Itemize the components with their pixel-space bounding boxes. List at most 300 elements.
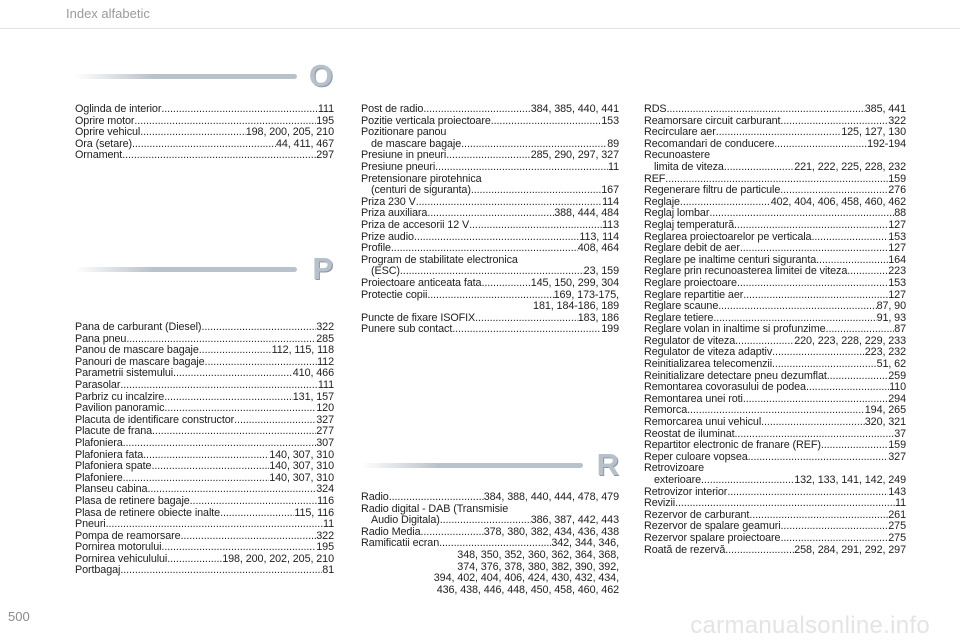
index-entry [75, 508, 334, 520]
entry-term: Reglare scaune [644, 300, 719, 313]
index-column [361, 492, 619, 596]
dot-leader [727, 487, 888, 499]
dot-leader [452, 324, 601, 336]
entry-pages: 297 [316, 149, 334, 162]
entry-pages: 223 [888, 265, 906, 278]
index-column [75, 322, 334, 577]
index-entry [75, 438, 334, 450]
entry-term: Pana de carburant (Diesel) [75, 321, 202, 333]
index-entry [75, 461, 334, 473]
entry-term: Reglare volan in inaltime si profunzime [644, 323, 826, 336]
entry-pages: 261 [888, 508, 906, 521]
entry-pages: 23, 159 [583, 265, 619, 278]
entry-pages: 167 [601, 184, 619, 197]
index-entry [361, 492, 619, 504]
index-entry [644, 185, 906, 197]
entry-line [361, 220, 619, 232]
dot-leader [414, 232, 579, 244]
dot-leader [806, 382, 889, 394]
entry-term: Regulator de viteza [644, 334, 736, 347]
entry-line [361, 162, 619, 174]
entry-pages: 198, 200, 202, 205, 210 [222, 552, 334, 565]
entry-line [75, 104, 334, 116]
index-entry [75, 380, 334, 392]
entry-line [644, 162, 906, 174]
entry-line [75, 403, 334, 415]
index-entry [644, 417, 906, 429]
entry-pages: 153 [888, 276, 906, 289]
entry-term: Ornament [75, 149, 123, 162]
entry-pages: 223, 232 [864, 346, 906, 359]
dot-leader [190, 496, 317, 508]
entry-pages: 127 [888, 218, 906, 231]
entry-pages: 327 [316, 413, 334, 426]
entry-pages: 127 [888, 242, 906, 255]
entry-term: Pozitionare panou [361, 126, 447, 139]
entry-pages: 307 [316, 436, 334, 449]
entry-pages: 88 [894, 207, 906, 220]
entry-pages: 111 [317, 103, 334, 115]
dot-leader [152, 426, 316, 438]
section-letter: R [596, 447, 619, 482]
entry-term: Plasa de retinere obiecte inalte [75, 506, 221, 519]
section-p-heading [75, 251, 333, 286]
dot-leader [780, 533, 888, 545]
index-entry [644, 487, 906, 499]
dot-leader [491, 116, 602, 128]
entry-term: Regenerare filtru de particule [644, 184, 781, 197]
entry-pages: 199 [601, 323, 619, 336]
entry-term: Priza 230 V [361, 195, 416, 208]
entry-pages: 143 [888, 485, 906, 498]
index-entry [644, 545, 906, 557]
section-letter: O [308, 58, 333, 93]
index-entry [361, 243, 619, 255]
entry-term: Plafoniera [75, 436, 123, 449]
entry-subterm: limita de viteza [654, 160, 724, 173]
entry-pages: 194, 265 [864, 404, 906, 417]
entry-term: Retrovizoare [644, 462, 705, 475]
entry-pages: 81 [322, 564, 334, 577]
entry-term: Parametrii sistemului [75, 367, 174, 380]
entry-pages: 220, 223, 228, 229, 233 [794, 334, 906, 347]
index-entry [361, 290, 619, 313]
entry-pages: 192-194 [867, 137, 906, 150]
entry-line [644, 301, 906, 313]
dot-leader [391, 243, 578, 255]
entry-term: Reglarea proiectoarelor pe verticala [644, 230, 812, 243]
entry-pages: 51, 62 [876, 358, 906, 371]
entry-pages: 410, 466 [292, 367, 334, 380]
entry-pages: 37 [894, 427, 906, 440]
entry-pages: 87 [894, 323, 906, 336]
entry-term: Ramificatii ecran [361, 537, 440, 550]
entry-pages: 322 [316, 321, 334, 333]
entry-term: Remontarea covorasului de podea [644, 381, 806, 394]
entry-line [75, 380, 334, 392]
dot-leader [772, 359, 877, 371]
entry-term: Priza auxiliara [361, 207, 428, 220]
entry-term: Reglaj lombar [644, 207, 710, 220]
entry-pages: 113 [602, 218, 619, 231]
entry-pages: 11 [607, 160, 619, 173]
dot-leader [701, 475, 794, 487]
entry-pages: 276 [888, 184, 906, 197]
entry-pages: 132, 133, 141, 142, 249 [794, 474, 906, 486]
dot-leader [737, 278, 888, 290]
index-entry [361, 504, 619, 527]
entry-pages: 388, 444, 484 [554, 207, 619, 220]
entry-pages: 322 [316, 529, 334, 542]
index-entry [75, 104, 334, 116]
entry-line [644, 220, 906, 232]
dot-leader [725, 545, 794, 557]
entry-term: Pornirea vehiculului [75, 552, 168, 565]
dot-leader [201, 322, 316, 334]
entry-term: Oglinda de interior [75, 103, 162, 115]
dot-leader [667, 104, 865, 116]
entry-pages: 320, 321 [864, 416, 906, 429]
entry-term: Presiune in pneuri [361, 149, 447, 162]
watermark: carmanualsonline.info [690, 612, 930, 639]
entry-pages: 140, 307, 310 [269, 448, 334, 461]
entry-pages: 112 [317, 355, 334, 368]
entry-term: Portbagaj [75, 564, 121, 577]
entry-line [644, 104, 906, 116]
entry-term: Post de radio [361, 103, 424, 115]
entry-pages: 294 [888, 392, 906, 405]
index-entry [75, 322, 334, 334]
index-entry [644, 220, 906, 232]
dot-leader [167, 554, 222, 566]
entry-line [75, 565, 334, 577]
dot-leader [743, 290, 888, 302]
entry-term: Radio digital - DAB (Transmisie [361, 502, 509, 515]
entry-term: Retrovizor interior [644, 485, 728, 498]
entry-term: Parasolar [75, 378, 121, 391]
dot-leader [181, 531, 317, 543]
entry-pages: 89 [607, 137, 619, 150]
dot-leader [827, 371, 889, 383]
entry-line [75, 496, 334, 508]
dot-leader [847, 266, 888, 278]
entry-term: Puncte de fixare ISOFIX [361, 311, 476, 324]
entry-term: Planseu cabina [75, 483, 148, 496]
dot-leader [471, 185, 601, 197]
section-divider [75, 74, 297, 79]
entry-term: Priza de accesorii 12 V [361, 218, 470, 231]
entry-term: Oprire vehicul [75, 126, 141, 139]
index-entry [644, 104, 906, 116]
dot-leader [821, 440, 888, 452]
entry-term: Rezervor de carburant [644, 508, 750, 521]
entry-pages: 258, 284, 291, 292, 297 [794, 543, 906, 556]
dot-leader [120, 380, 318, 392]
entry-pages: 140, 307, 310 [269, 471, 334, 484]
entry-line [361, 324, 619, 336]
index-entry [361, 104, 619, 116]
entry-term: Reglaje [644, 195, 680, 208]
entry-pages: 183, 186 [577, 311, 619, 324]
entry-pages: 140, 307, 310 [269, 460, 334, 473]
entry-pages: 111 [317, 378, 334, 391]
section-o-heading [75, 58, 333, 93]
entry-pages: 384, 388, 440, 444, 478, 479 [483, 491, 619, 503]
entry-pages: 91, 93 [876, 311, 906, 324]
entry-term: Program de stabilitate electronica [361, 253, 518, 266]
page-number: 500 [8, 609, 30, 624]
entry-pages-continued: 436, 438, 446, 448, 450, 458, 460, 462 [436, 583, 619, 596]
index-entry [644, 533, 906, 545]
entry-term: Recomandari de conducere [644, 137, 775, 150]
dot-leader [435, 162, 608, 174]
entry-subterm: exterioare [654, 474, 702, 486]
index-entry [644, 150, 906, 173]
entry-pages: 275 [888, 520, 906, 533]
index-column [644, 104, 906, 556]
index-entry [644, 463, 906, 486]
entry-term: Reglare proiectoare [644, 276, 737, 289]
entry-term: Punere sub contact [361, 323, 453, 336]
entry-line [361, 185, 619, 197]
entry-term: Remontarea unei roti [644, 392, 743, 405]
entry-pages: 285 [316, 332, 334, 345]
entry-line [75, 508, 334, 520]
dot-leader [748, 452, 889, 464]
index-entry [644, 301, 906, 313]
entry-pages-continued: 348, 350, 352, 360, 362, 364, 368, [457, 548, 619, 561]
entry-term: REF [644, 172, 666, 185]
entry-term: Proiectoare anticeata fata [361, 276, 482, 289]
entry-pages: 384, 385, 440, 441 [530, 103, 619, 115]
dot-leader [199, 345, 272, 357]
entry-term: Pneuri [75, 518, 106, 531]
entry-term: Placuta de identificare constructor [75, 413, 235, 426]
entry-line [644, 475, 906, 487]
entry-pages: 386, 387, 442, 443 [530, 514, 619, 527]
entry-term: Reglare tetiere [644, 311, 714, 324]
index-entry [75, 150, 334, 162]
entry-term: Plasa de retinere bagaje [75, 494, 190, 507]
entry-pages: 322 [888, 114, 906, 127]
entry-term: Reamorsare circuit carburant [644, 114, 781, 127]
entry-term: Recirculare aer [644, 126, 716, 139]
dot-leader [481, 278, 530, 290]
entry-pages: 198, 200, 205, 210 [245, 126, 334, 139]
entry-line [75, 150, 334, 162]
entry-term: Prize audio [361, 230, 414, 243]
entry-pages: 164 [888, 253, 906, 266]
entry-pages: 116 [317, 494, 334, 507]
index-entry [644, 359, 906, 371]
entry-pages: 324 [316, 483, 334, 496]
entry-term: Reinitializarea telecomenzii [644, 358, 773, 371]
entry-term: Radio Media [361, 525, 421, 538]
entry-line [644, 359, 906, 371]
entry-pages: 327 [888, 450, 906, 463]
entry-term: Plafoniere [75, 471, 123, 484]
entry-line [361, 104, 619, 116]
dot-leader [475, 313, 578, 325]
entry-pages: 275 [888, 531, 906, 544]
index-column [361, 104, 619, 336]
section-r-heading [361, 447, 619, 482]
dot-leader [781, 521, 889, 533]
entry-term: Reglare repartitie aer [644, 288, 744, 301]
dot-leader [164, 392, 293, 404]
entry-line [644, 417, 906, 429]
entry-line [644, 243, 906, 255]
entry-line [75, 461, 334, 473]
index-entry [75, 565, 334, 577]
entry-line [361, 243, 619, 255]
entry-pages: 125, 127, 130 [841, 126, 906, 139]
entry-term: Pornirea motorului [75, 541, 162, 554]
entry-pages-continued: 374, 376, 378, 380, 382, 390, 392, [457, 560, 619, 573]
entry-pages: 112, 115, 118 [271, 344, 334, 357]
entry-pages: 120 [316, 402, 334, 415]
entry-line [644, 278, 906, 290]
index-entry [75, 496, 334, 508]
dot-leader [469, 220, 602, 232]
index-entry [361, 278, 619, 290]
entry-term: Ora (setare) [75, 137, 132, 150]
dot-leader [811, 232, 888, 244]
entry-line [644, 185, 906, 197]
index-column [75, 104, 334, 162]
index-entry [361, 255, 619, 278]
dot-leader [173, 368, 293, 380]
entry-line [644, 487, 906, 499]
entry-term: Reinitializare detectare pneu dezumflat [644, 369, 827, 382]
entry-pages: 378, 380, 382, 434, 436, 438 [483, 525, 619, 538]
section-letter: P [312, 251, 333, 286]
dot-leader [446, 150, 531, 162]
entry-pages: 342, 344, 346, [551, 537, 619, 550]
entry-term: Rezervor de spalare geamuri [644, 520, 781, 533]
entry-line [644, 533, 906, 545]
entry-line [75, 519, 334, 531]
entry-pages: 408, 464 [577, 242, 619, 255]
entry-pages: 131, 157 [292, 390, 334, 403]
dot-leader [423, 104, 530, 116]
entry-term: Pompa de reamorsare [75, 529, 181, 542]
entry-term: Remorca [644, 404, 688, 417]
index-entry [75, 519, 334, 531]
dot-leader [774, 139, 867, 151]
entry-line [361, 492, 619, 504]
entry-pages: 114 [602, 195, 619, 208]
entry-term: Rezervor spalare proiectoare [644, 531, 781, 544]
entry-pages: 195 [316, 114, 334, 127]
dot-leader [151, 461, 269, 473]
entry-pages: 259 [888, 369, 906, 382]
entry-term: Reglare pe inaltime centuri siguranta [644, 253, 817, 266]
entry-term: Roată de rezervă [644, 543, 726, 556]
entry-term: Radio [361, 491, 389, 503]
index-entry [644, 278, 906, 290]
dot-leader [724, 162, 794, 174]
entry-line [75, 438, 334, 450]
entry-line [75, 322, 334, 334]
dot-leader [389, 492, 484, 504]
entry-subterm: (ESC) [371, 265, 400, 278]
index-entry [361, 127, 619, 150]
entry-pages: 159 [888, 172, 906, 185]
entry-term: Pavilion panoramic [75, 402, 165, 415]
dot-leader [140, 127, 246, 139]
entry-pages: 127 [888, 288, 906, 301]
section-divider [361, 463, 583, 468]
entry-term: Parbriz cu incalzire [75, 390, 165, 403]
dot-leader [161, 104, 318, 116]
index-entry [75, 403, 334, 415]
entry-pages: 277 [316, 425, 334, 438]
dot-leader [164, 403, 316, 415]
entry-subterm: de mascare bagaje [371, 137, 462, 150]
entry-term: Panou de mascare bagaje [75, 344, 199, 357]
dot-leader [220, 508, 294, 520]
dot-leader [120, 565, 322, 577]
entry-pages: 113, 114 [579, 230, 619, 243]
entry-term: Revizii [644, 497, 676, 510]
entry-pages: 44, 411, 467 [275, 137, 334, 150]
dot-leader [718, 301, 876, 313]
index-entry [361, 174, 619, 197]
entry-line [644, 545, 906, 557]
entry-pages: 385, 441 [864, 103, 906, 115]
entry-subterm: Audio Digitala) [371, 514, 440, 527]
entry-subterm: (centuri de siguranta) [371, 184, 471, 197]
dot-leader [709, 208, 894, 220]
entry-pages: 159 [888, 439, 906, 452]
dot-leader [740, 243, 888, 255]
entry-line [361, 278, 619, 290]
entry-pages: 115, 116 [294, 506, 334, 519]
dot-leader [106, 519, 323, 531]
entry-pages: 11 [894, 497, 906, 510]
entry-term: Pretensionare pirotehnica [361, 172, 482, 185]
entry-term: Regulator de viteza adaptiv [644, 346, 773, 359]
entry-pages-continued: 181, 184-186, 189 [533, 300, 619, 313]
entry-pages: 153 [601, 114, 619, 127]
index-entry [361, 220, 619, 232]
dot-leader [761, 417, 865, 429]
entry-pages: 221, 222, 225, 228, 232 [794, 160, 906, 173]
entry-term: Reglaj temperatură [644, 218, 735, 231]
entry-term: Remorcarea unui vehicul [644, 416, 762, 429]
entry-term: Panouri de mascare bagaje [75, 355, 205, 368]
entry-term: Profile [361, 242, 391, 255]
dot-leader [734, 220, 888, 232]
entry-term: Repartitor electronic de franare (REF) [644, 439, 821, 452]
entry-term: Reper culoare vopsea [644, 450, 748, 463]
dot-leader [780, 185, 888, 197]
index-entry [361, 324, 619, 336]
entry-term: Protectie copii [361, 288, 428, 301]
entry-term: Oprire motor [75, 114, 135, 127]
dot-leader [234, 415, 316, 427]
entry-pages: 11 [322, 518, 334, 531]
section-divider [75, 267, 297, 272]
entry-pages: 153 [888, 230, 906, 243]
entry-pages: 169, 173-175, [553, 288, 619, 301]
entry-pages-continued: 394, 402, 404, 406, 424, 430, 432, 434, [433, 572, 619, 585]
dot-leader [143, 450, 269, 462]
entry-term: RDS [644, 103, 667, 115]
entry-term: Recunoastere [644, 149, 711, 162]
entry-term: Reglare prin recunoasterea limitei de viteza [644, 265, 848, 278]
